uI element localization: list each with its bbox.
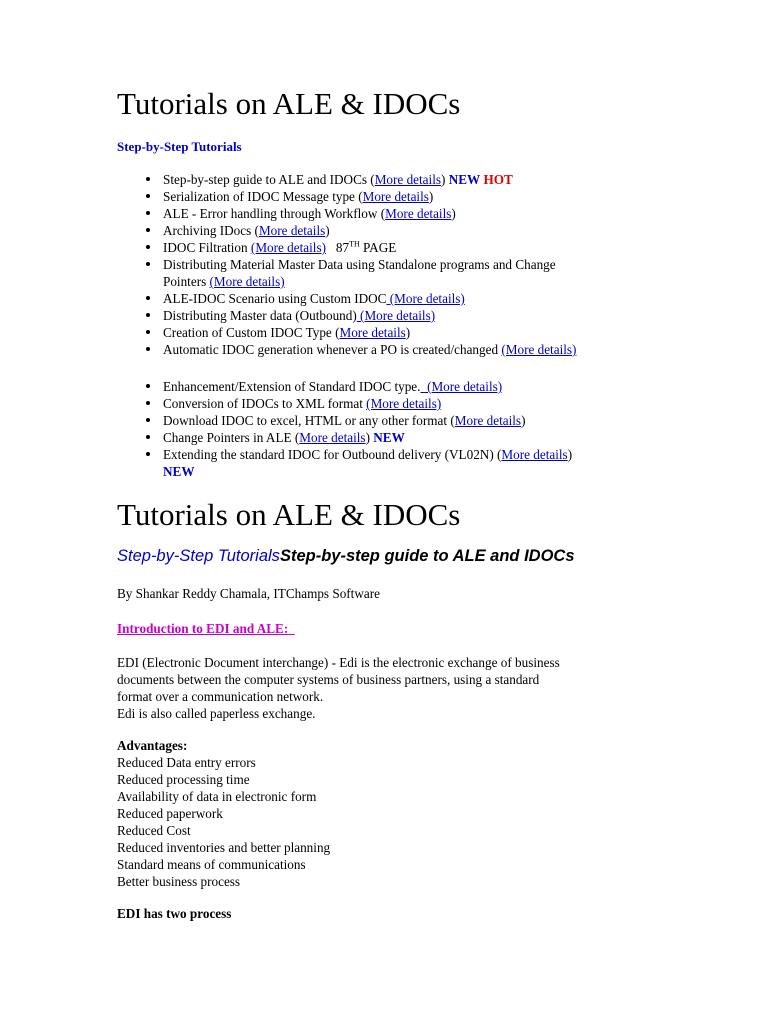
item-text: Conversion of IDOCs to XML format — [163, 396, 367, 411]
advantage-item: Reduced Data entry errors — [117, 755, 256, 770]
item-text: Change Pointers in ALE ( — [163, 430, 300, 445]
guide-heading-black: Step-by-step guide to ALE and IDOCs — [279, 547, 575, 565]
list-item — [0, 378, 663, 395]
item-text: Extending the standard IDOC for Outbound delivery (VL02N) ( — [163, 447, 502, 462]
tutorial-list-1 — [0, 171, 663, 358]
list-item — [0, 290, 663, 307]
intro-link[interactable]: Introduction to EDI and ALE: — [117, 621, 289, 636]
list-item: Archiving IDocs (More details) — [0, 222, 663, 239]
list-item: Creation of Custom IDOC Type (More details) — [0, 324, 663, 341]
list-item: Extending the standard IDOC for Outbound delivery (VL02N) (More details) NEW — [0, 446, 663, 480]
list-item: IDOC Filtration (More details) 87TH PAGE — [0, 239, 663, 256]
more-details-link[interactable]: (More details) — [209, 274, 285, 289]
item-text: Automatic IDOC generation whenever a PO is created/changed — [163, 342, 502, 357]
more-details-link[interactable]: (More details) — [386, 291, 465, 306]
advantage-item: Reduced paperwork — [117, 806, 223, 821]
more-details-link[interactable]: (More details) — [366, 396, 442, 411]
advantage-item: Reduced Cost — [117, 823, 191, 838]
list-item — [0, 395, 663, 412]
guide-heading — [117, 546, 575, 566]
new-badge: NEW — [373, 430, 405, 445]
advantage-item: Availability of data in electronic form — [117, 789, 317, 804]
list-item: ALE - Error handling through Workflow (More details) — [0, 205, 663, 222]
item-text: Creation of Custom IDOC Type ( — [163, 325, 340, 340]
more-details-link[interactable]: More details — [362, 189, 429, 204]
list-item — [0, 341, 663, 358]
edi-process-heading: EDI has two process — [117, 906, 232, 921]
more-details-link[interactable]: More details — [374, 172, 441, 187]
item-text: ALE - Error handling through Workflow ( — [163, 206, 386, 221]
more-details-link[interactable]: (More details) — [501, 342, 577, 357]
advantage-item: Standard means of communications — [117, 857, 306, 872]
author-line: By Shankar Reddy Chamala, ITChamps Software — [117, 586, 380, 601]
item-text: Distributing Material Master Data using Standalone programs and Change — [163, 257, 556, 272]
new-badge: NEW — [448, 172, 481, 187]
advantage-item: Reduced processing time — [117, 772, 250, 787]
item-text: Download IDOC to excel, HTML or any other format ( — [163, 413, 455, 428]
advantages-block — [117, 737, 330, 890]
advantage-item: Better business process — [117, 874, 241, 889]
more-details-link[interactable]: More details — [299, 430, 366, 445]
hot-badge: HOT — [483, 172, 513, 187]
list-item: Serialization of IDOC Message type (More details) — [0, 188, 663, 205]
item-text: Distributing Master data (Outbound) — [163, 308, 357, 323]
more-details-link[interactable]: More details — [501, 447, 568, 462]
guide-heading-blue: Step-by-Step Tutorials — [117, 547, 280, 565]
list-item: Step-by-step guide to ALE and IDOCs (More details) NEW HOT — [0, 171, 663, 188]
step-by-step-subtitle: Step-by-Step Tutorials — [117, 139, 242, 154]
item-text: IDOC Filtration — [163, 240, 251, 255]
new-badge: NEW — [163, 464, 195, 479]
more-details-link[interactable]: More details — [258, 223, 326, 238]
section-title: Tutorials on ALE & IDOCs — [117, 497, 461, 532]
more-details-link[interactable]: More details — [339, 325, 406, 340]
page-title: Tutorials on ALE & IDOCs — [117, 86, 461, 121]
tutorial-list-2 — [0, 378, 663, 480]
more-details-link[interactable]: More details — [385, 206, 452, 221]
item-text: Step-by-step guide to ALE and IDOCs ( — [163, 172, 375, 187]
list-item: Change Pointers in ALE (More details) NEW — [0, 429, 663, 446]
more-details-link[interactable]: (More details) — [420, 379, 503, 394]
more-details-link[interactable]: More details — [454, 413, 522, 428]
item-text: ALE-IDOC Scenario using Custom IDOC — [163, 291, 387, 306]
item-text: Serialization of IDOC Message type ( — [163, 189, 363, 204]
item-text: Enhancement/Extension of Standard IDOC type. — [163, 379, 421, 394]
list-item — [0, 307, 663, 324]
advantages-heading: Advantages: — [117, 738, 188, 753]
more-details-link[interactable]: (More details) — [356, 308, 436, 323]
more-details-link[interactable]: (More details) — [250, 240, 326, 255]
list-item: Download IDOC to excel, HTML or any other format (More details) — [0, 412, 663, 429]
item-text: Archiving IDocs ( — [163, 223, 259, 238]
edi-paragraph: EDI (Electronic Document interchange) - Edi is the electronic exchange of business documents between the computer systems of business partners, using a standard format over a communication network. Edi is also called paperless exchange. — [117, 655, 560, 721]
list-item: Distributing Material Master Data using Standalone programs and Change Pointers (More details) — [0, 256, 663, 290]
intro-heading — [117, 620, 295, 637]
advantage-item: Reduced inventories and better planning — [117, 840, 331, 855]
